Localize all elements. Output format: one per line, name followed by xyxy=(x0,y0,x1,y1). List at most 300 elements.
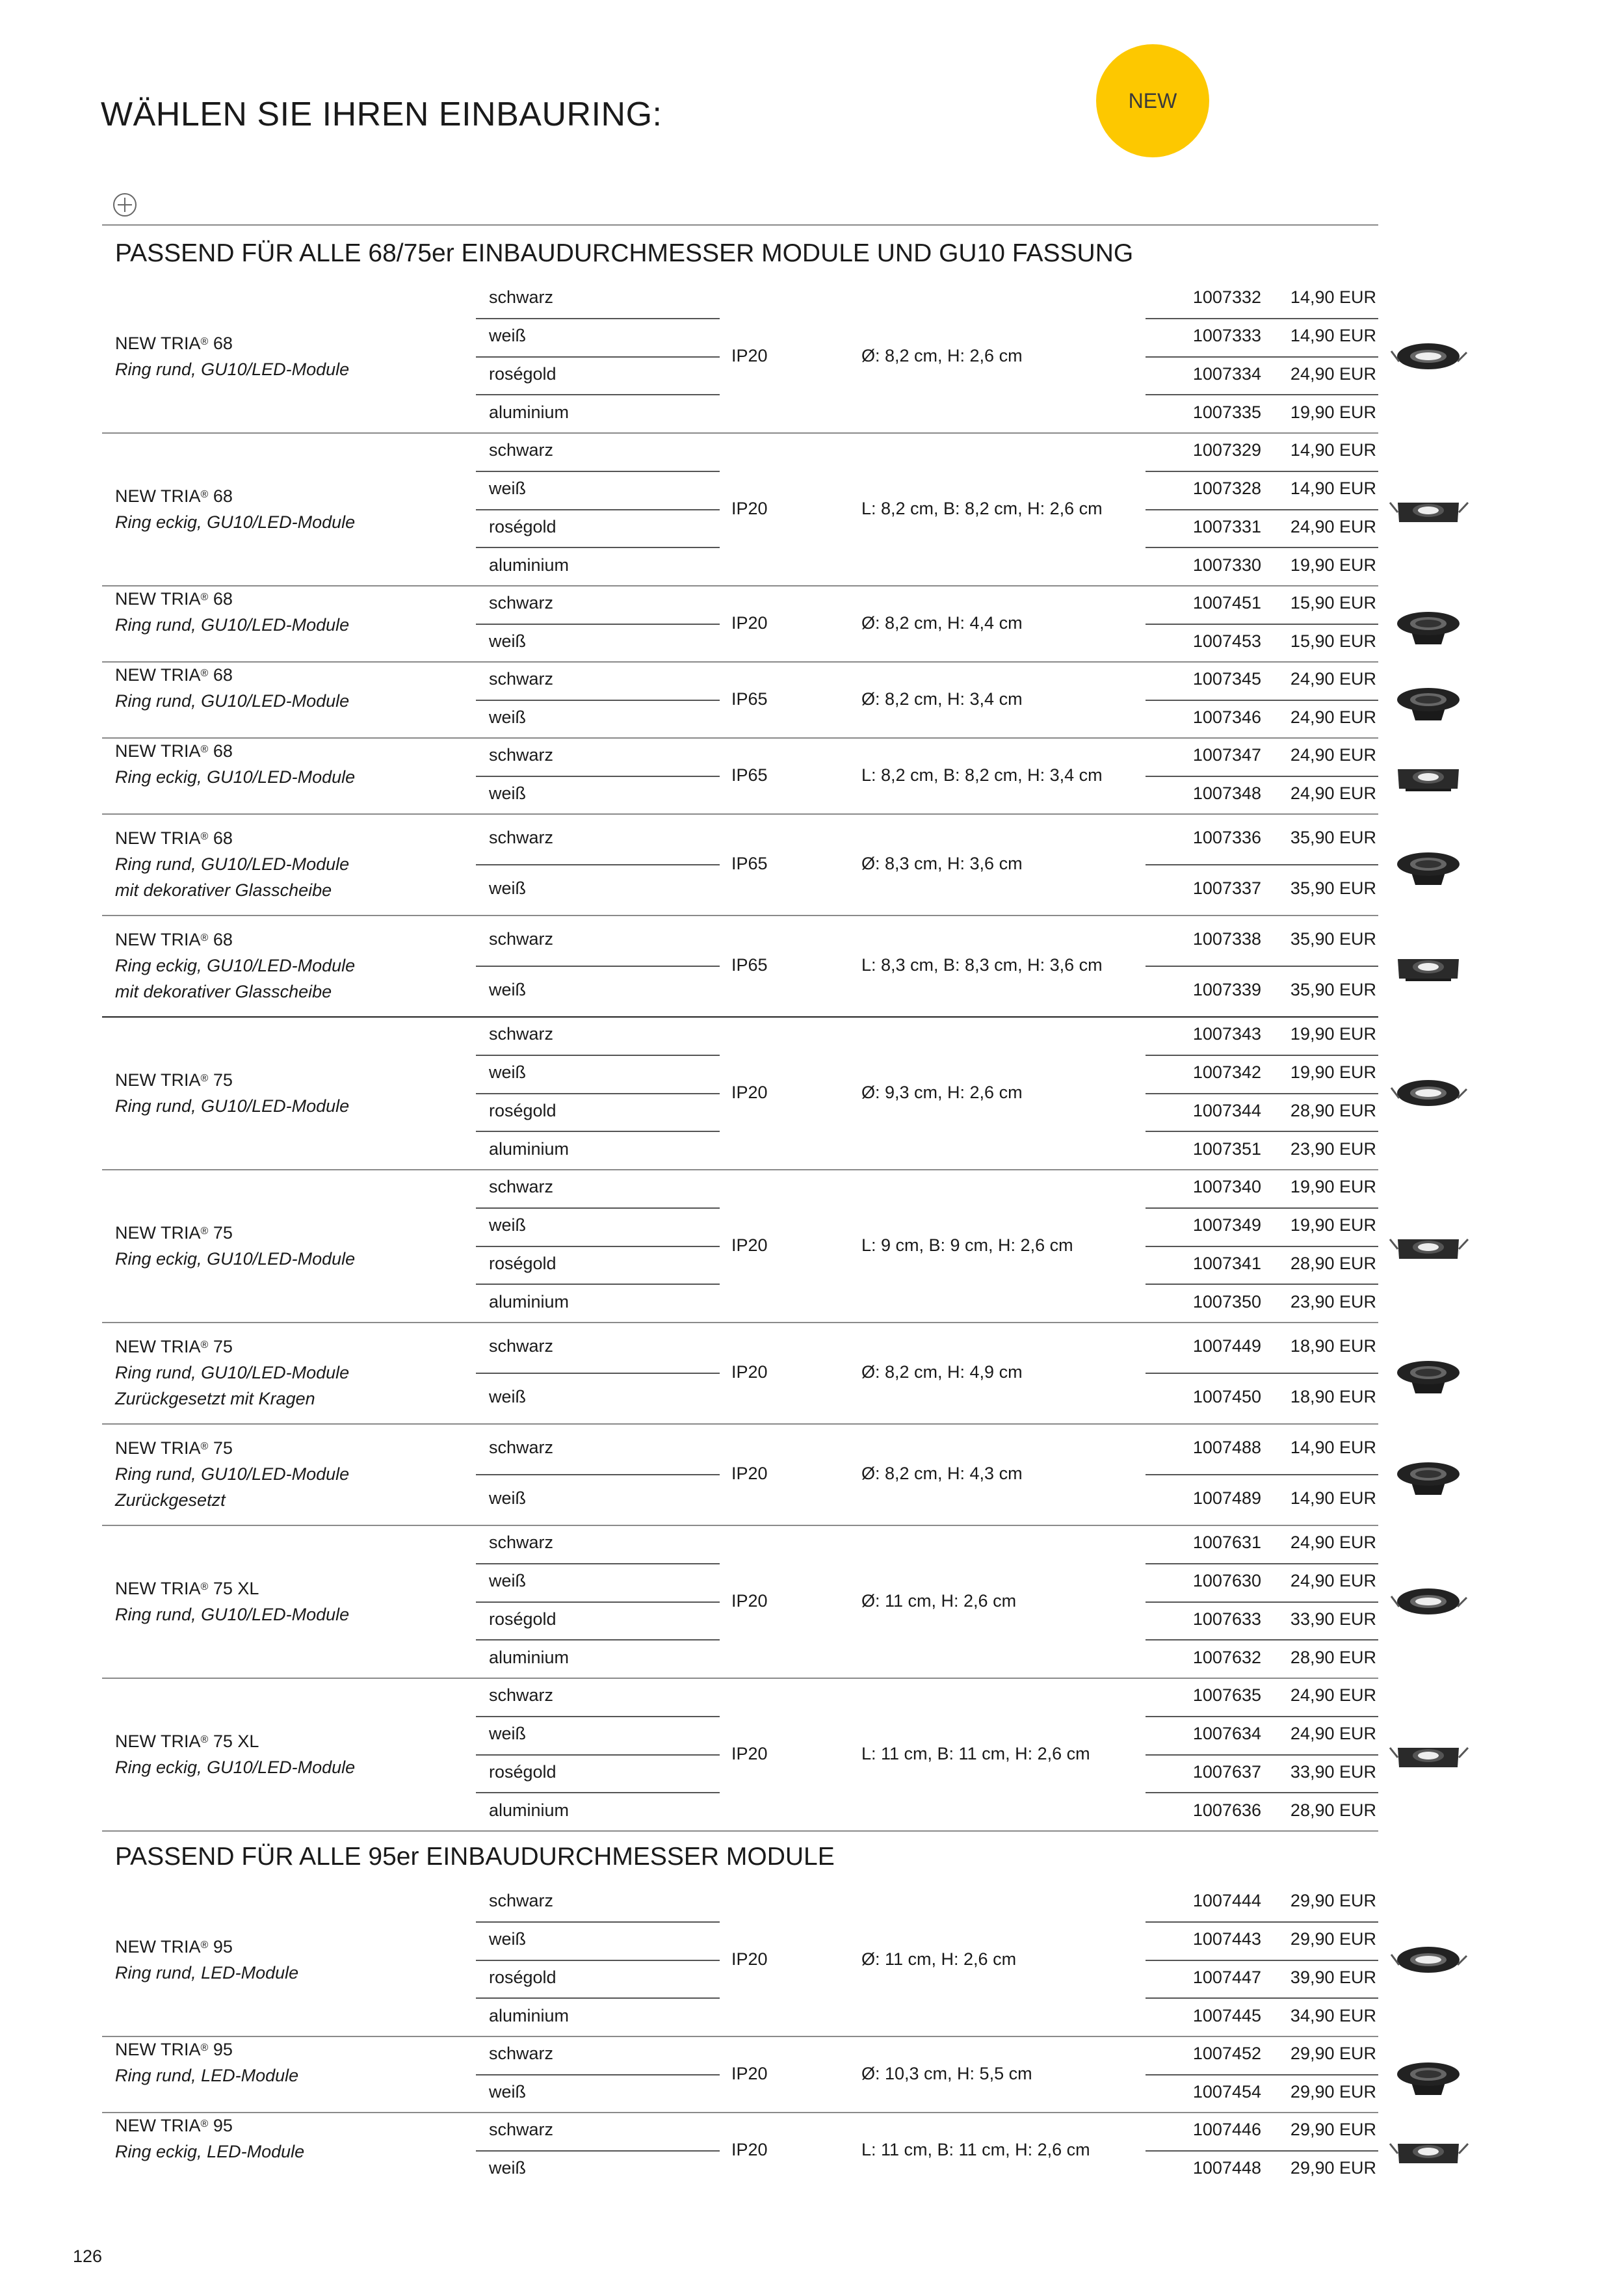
product-name xyxy=(115,1728,355,1754)
product-name-block xyxy=(115,2113,304,2165)
color-option: aluminium xyxy=(489,1139,570,1159)
product-brand: NEW TRIA xyxy=(115,828,201,848)
color-option: schwarz xyxy=(489,1438,554,1457)
price: 28,90 EUR xyxy=(1290,1648,1376,1667)
ip-rating: IP65 xyxy=(731,689,768,709)
color-option: weiß xyxy=(489,1571,527,1590)
registered-mark: ® xyxy=(200,1073,209,1084)
color-option: roségold xyxy=(489,364,557,384)
product-group xyxy=(102,1169,1378,1322)
section-bottom-divider xyxy=(102,1830,1378,1832)
header-divider xyxy=(102,224,1378,226)
product-group xyxy=(102,1423,1378,1525)
price: 23,90 EUR xyxy=(1290,1292,1376,1311)
group-divider xyxy=(102,813,1378,815)
article-number: 1007342 xyxy=(1192,1062,1261,1082)
color-row-divider xyxy=(476,1601,720,1603)
article-number: 1007633 xyxy=(1192,1609,1261,1629)
price-row-divider xyxy=(1146,1207,1378,1209)
color-option: weiß xyxy=(489,1062,527,1082)
color-option: aluminium xyxy=(489,2006,570,2025)
product-group xyxy=(102,280,1378,432)
color-option: aluminium xyxy=(489,1648,570,1667)
product-brand: NEW TRIA xyxy=(115,334,201,353)
price: 15,90 EUR xyxy=(1290,631,1376,651)
price: 28,90 EUR xyxy=(1290,1101,1376,1120)
square-ring-icon xyxy=(1386,2118,1471,2183)
article-number: 1007341 xyxy=(1192,1254,1261,1273)
product-name xyxy=(115,1334,349,1360)
price-row-divider xyxy=(1146,2074,1378,2075)
ip-rating: IP20 xyxy=(731,499,768,518)
ip-rating: IP20 xyxy=(731,613,768,633)
ip-rating: IP20 xyxy=(731,2140,768,2159)
price-row-divider xyxy=(1146,1373,1378,1374)
product-group xyxy=(102,1883,1378,2036)
registered-mark: ® xyxy=(200,489,209,500)
color-option: weiß xyxy=(489,1387,527,1406)
article-number: 1007348 xyxy=(1192,784,1261,803)
product-brand: NEW TRIA xyxy=(115,486,201,506)
color-row-divider xyxy=(476,2074,720,2075)
product-size: 68 xyxy=(213,486,233,506)
ip-rating: IP65 xyxy=(731,765,768,785)
price: 18,90 EUR xyxy=(1290,1336,1376,1356)
price-row-divider xyxy=(1146,966,1378,967)
color-row-divider xyxy=(476,509,720,510)
color-row-divider xyxy=(476,1131,720,1132)
product-size: 95 xyxy=(213,2116,233,2135)
article-number: 1007349 xyxy=(1192,1215,1261,1235)
product-description: Zurückgesetzt xyxy=(115,1490,226,1510)
dimensions: L: 9 cm, B: 9 cm, H: 2,6 cm xyxy=(861,1235,1073,1255)
price: 24,90 EUR xyxy=(1290,707,1376,727)
article-number: 1007343 xyxy=(1192,1024,1261,1044)
color-row-divider xyxy=(476,1246,720,1247)
product-name xyxy=(115,662,349,688)
price: 15,90 EUR xyxy=(1290,593,1376,613)
product-group xyxy=(102,1016,1378,1169)
product-name-block xyxy=(115,1435,349,1513)
product-name xyxy=(115,1220,355,1246)
product-name xyxy=(115,738,355,764)
article-number: 1007333 xyxy=(1192,326,1261,345)
group-divider xyxy=(102,1169,1378,1170)
product-name-block xyxy=(115,1575,349,1627)
product-name xyxy=(115,2113,304,2139)
price-row-divider xyxy=(1146,471,1378,472)
product-brand: NEW TRIA xyxy=(115,1937,201,1956)
product-group xyxy=(102,2112,1378,2188)
color-option: weiß xyxy=(489,2158,527,2178)
product-description: Ring eckig, GU10/LED-Module xyxy=(115,956,356,975)
color-row-divider xyxy=(476,318,720,319)
price: 19,90 EUR xyxy=(1290,402,1376,422)
price: 35,90 EUR xyxy=(1290,878,1376,898)
color-option: roségold xyxy=(489,1968,557,1987)
price-row-divider xyxy=(1146,1716,1378,1717)
article-number: 1007328 xyxy=(1192,479,1261,498)
article-number: 1007452 xyxy=(1192,2044,1261,2063)
product-group xyxy=(102,2036,1378,2112)
product-description: Ring eckig, GU10/LED-Module xyxy=(115,1758,356,1777)
group-divider xyxy=(102,1525,1378,1526)
article-number: 1007332 xyxy=(1192,287,1261,307)
dimensions: Ø: 9,3 cm, H: 2,6 cm xyxy=(861,1083,1023,1102)
price-row-divider xyxy=(1146,1754,1378,1756)
product-description: Ring eckig, GU10/LED-Module xyxy=(115,1249,356,1269)
dimensions: Ø: 11 cm, H: 2,6 cm xyxy=(861,1949,1017,1969)
article-number: 1007350 xyxy=(1192,1292,1261,1311)
product-name-block xyxy=(115,825,349,903)
color-row-divider xyxy=(476,1373,720,1374)
product-group xyxy=(102,915,1378,1016)
price: 19,90 EUR xyxy=(1290,1177,1376,1196)
article-number: 1007334 xyxy=(1192,364,1261,384)
product-name-block xyxy=(115,2036,298,2088)
price-row-divider xyxy=(1146,700,1378,701)
article-number: 1007488 xyxy=(1192,1438,1261,1457)
price: 35,90 EUR xyxy=(1290,828,1376,847)
product-brand: NEW TRIA xyxy=(115,589,201,609)
product-brand: NEW TRIA xyxy=(115,2116,201,2135)
product-name xyxy=(115,1934,298,1960)
color-option: schwarz xyxy=(489,1891,554,1910)
article-number: 1007630 xyxy=(1192,1571,1261,1590)
product-description: Ring rund, GU10/LED-Module xyxy=(115,1363,350,1382)
product-description: Ring rund, GU10/LED-Module xyxy=(115,691,350,711)
color-option: schwarz xyxy=(489,669,554,689)
price-row-divider xyxy=(1146,1792,1378,1793)
color-row-divider xyxy=(476,700,720,701)
square-ip65-ring-icon xyxy=(1386,743,1471,808)
product-brand: NEW TRIA xyxy=(115,1070,201,1090)
color-option: weiß xyxy=(489,980,527,999)
price: 23,90 EUR xyxy=(1290,1139,1376,1159)
color-row-divider xyxy=(476,1997,720,1999)
add-circle-icon[interactable] xyxy=(112,192,138,218)
group-divider xyxy=(102,1322,1378,1323)
color-option: weiß xyxy=(489,1929,527,1949)
product-name xyxy=(115,1575,349,1601)
price-row-divider xyxy=(1146,2150,1378,2152)
square-xl-ring-icon xyxy=(1386,1722,1471,1787)
price-row-divider xyxy=(1146,864,1378,865)
color-option: schwarz xyxy=(489,1177,554,1196)
article-number: 1007453 xyxy=(1192,631,1261,651)
color-option: weiß xyxy=(489,2082,527,2101)
product-size: 68 xyxy=(213,665,233,685)
price: 28,90 EUR xyxy=(1290,1800,1376,1820)
product-name-block xyxy=(115,586,349,638)
color-row-divider xyxy=(476,1093,720,1094)
article-number: 1007330 xyxy=(1192,555,1261,575)
price: 29,90 EUR xyxy=(1290,1929,1376,1949)
color-option: weiß xyxy=(489,631,527,651)
price: 24,90 EUR xyxy=(1290,669,1376,689)
article-number: 1007339 xyxy=(1192,980,1261,999)
group-divider xyxy=(102,1016,1378,1018)
price: 24,90 EUR xyxy=(1290,517,1376,536)
price: 24,90 EUR xyxy=(1290,745,1376,765)
registered-mark: ® xyxy=(200,1339,209,1350)
product-description: Ring rund, GU10/LED-Module xyxy=(115,1605,350,1624)
article-number: 1007444 xyxy=(1192,1891,1261,1910)
product-group xyxy=(102,661,1378,737)
square-ring-icon xyxy=(1386,1213,1471,1278)
price: 14,90 EUR xyxy=(1290,479,1376,498)
price-row-divider xyxy=(1146,624,1378,625)
price-row-divider xyxy=(1146,1246,1378,1247)
color-row-divider xyxy=(476,1960,720,1961)
article-number: 1007345 xyxy=(1192,669,1261,689)
price-row-divider xyxy=(1146,356,1378,358)
ip-rating: IP20 xyxy=(731,1083,768,1102)
color-option: weiß xyxy=(489,1215,527,1235)
price: 39,90 EUR xyxy=(1290,1968,1376,1987)
color-option: weiß xyxy=(489,326,527,345)
price: 24,90 EUR xyxy=(1290,784,1376,803)
group-divider xyxy=(102,432,1378,434)
ip-rating: IP20 xyxy=(731,346,768,365)
square-ring-icon xyxy=(1386,477,1471,542)
product-description: Ring rund, GU10/LED-Module xyxy=(115,854,350,874)
product-name-block xyxy=(115,483,355,535)
color-row-divider xyxy=(476,1207,720,1209)
registered-mark: ® xyxy=(200,831,209,842)
color-row-divider xyxy=(476,1474,720,1475)
price-row-divider xyxy=(1146,1960,1378,1961)
product-name-block xyxy=(115,662,349,714)
dimensions: L: 8,2 cm, B: 8,2 cm, H: 3,4 cm xyxy=(861,765,1103,785)
price-row-divider xyxy=(1146,547,1378,548)
price-row-divider xyxy=(1146,1131,1378,1132)
color-row-divider xyxy=(476,1284,720,1285)
product-size: 75 XL xyxy=(213,1579,259,1598)
product-size: 68 xyxy=(213,589,233,609)
dimensions: L: 11 cm, B: 11 cm, H: 2,6 cm xyxy=(861,2140,1090,2159)
ip-rating: IP20 xyxy=(731,1362,768,1382)
product-description: Ring eckig, GU10/LED-Module xyxy=(115,512,356,532)
price-row-divider xyxy=(1146,1093,1378,1094)
registered-mark: ® xyxy=(200,668,209,679)
color-option: weiß xyxy=(489,1724,527,1743)
price-row-divider xyxy=(1146,1639,1378,1640)
dimensions: L: 11 cm, B: 11 cm, H: 2,6 cm xyxy=(861,1744,1090,1763)
group-divider xyxy=(102,1678,1378,1679)
section-heading: PASSEND FÜR ALLE 68/75er EINBAUDURCHMESSER MODULE UND GU10 FASSUNG xyxy=(115,239,1134,267)
price: 24,90 EUR xyxy=(1290,1685,1376,1705)
color-option: roségold xyxy=(489,517,557,536)
color-row-divider xyxy=(476,776,720,777)
dimensions: Ø: 8,2 cm, H: 3,4 cm xyxy=(861,689,1023,709)
round-glass-ring-icon xyxy=(1386,832,1471,897)
product-name-block xyxy=(115,1334,349,1412)
price-row-divider xyxy=(1146,1921,1378,1923)
article-number: 1007454 xyxy=(1192,2082,1261,2101)
color-option: schwarz xyxy=(489,2044,554,2063)
ip-rating: IP20 xyxy=(731,1744,768,1763)
product-name xyxy=(115,825,349,851)
color-option: weiß xyxy=(489,878,527,898)
article-number: 1007447 xyxy=(1192,1968,1261,1987)
round-deep-ring-icon xyxy=(1386,2042,1471,2107)
price: 24,90 EUR xyxy=(1290,1724,1376,1743)
color-option: aluminium xyxy=(489,1800,570,1820)
product-description: Ring rund, GU10/LED-Module xyxy=(115,1464,350,1484)
registered-mark: ® xyxy=(200,1581,209,1592)
article-number: 1007634 xyxy=(1192,1724,1261,1743)
ip-rating: IP20 xyxy=(731,2064,768,2083)
article-number: 1007337 xyxy=(1192,878,1261,898)
product-name-block xyxy=(115,330,349,382)
product-name xyxy=(115,330,349,356)
product-brand: NEW TRIA xyxy=(115,741,201,761)
color-row-divider xyxy=(476,1792,720,1793)
new-badge: NEW xyxy=(1096,44,1209,157)
article-number: 1007448 xyxy=(1192,2158,1261,2178)
price-row-divider xyxy=(1146,1055,1378,1056)
color-row-divider xyxy=(476,2150,720,2152)
price: 19,90 EUR xyxy=(1290,555,1376,575)
color-option: aluminium xyxy=(489,1292,570,1311)
product-name-block xyxy=(115,1067,349,1119)
product-name xyxy=(115,2036,298,2062)
dimensions: Ø: 8,2 cm, H: 4,4 cm xyxy=(861,613,1023,633)
price: 29,90 EUR xyxy=(1290,1891,1376,1910)
article-number: 1007636 xyxy=(1192,1800,1261,1820)
color-row-divider xyxy=(476,1754,720,1756)
ip-rating: IP65 xyxy=(731,854,768,873)
product-group xyxy=(102,813,1378,915)
price: 29,90 EUR xyxy=(1290,2158,1376,2178)
registered-mark: ® xyxy=(200,1226,209,1237)
price: 14,90 EUR xyxy=(1290,1488,1376,1508)
color-row-divider xyxy=(476,966,720,967)
registered-mark: ® xyxy=(200,2042,209,2053)
product-description: Ring eckig, LED-Module xyxy=(115,2142,305,2161)
price: 14,90 EUR xyxy=(1290,326,1376,345)
color-option: schwarz xyxy=(489,745,554,765)
price: 35,90 EUR xyxy=(1290,929,1376,949)
round-recessed-collar-ring-icon xyxy=(1386,1340,1471,1405)
color-option: weiß xyxy=(489,1488,527,1508)
product-size: 68 xyxy=(213,930,233,949)
dimensions: Ø: 8,2 cm, H: 2,6 cm xyxy=(861,346,1023,365)
price: 24,90 EUR xyxy=(1290,1533,1376,1552)
price: 14,90 EUR xyxy=(1290,440,1376,460)
color-option: aluminium xyxy=(489,555,570,575)
round-ring-icon xyxy=(1386,1060,1471,1126)
product-size: 95 xyxy=(213,2040,233,2059)
ip-rating: IP20 xyxy=(731,1591,768,1611)
price: 19,90 EUR xyxy=(1290,1062,1376,1082)
page-title: WÄHLEN SIE IHREN EINBAURING: xyxy=(101,96,662,133)
price-row-divider xyxy=(1146,776,1378,777)
square-glass-ring-icon xyxy=(1386,933,1471,998)
round-recessed-ring-icon xyxy=(1386,1442,1471,1507)
price: 14,90 EUR xyxy=(1290,1438,1376,1457)
price-row-divider xyxy=(1146,1997,1378,1999)
color-row-divider xyxy=(476,1921,720,1923)
product-brand: NEW TRIA xyxy=(115,1438,201,1458)
product-name-block xyxy=(115,927,355,1005)
product-group xyxy=(102,432,1378,585)
article-number: 1007329 xyxy=(1192,440,1261,460)
product-brand: NEW TRIA xyxy=(115,2040,201,2059)
article-number: 1007631 xyxy=(1192,1533,1261,1552)
color-row-divider xyxy=(476,471,720,472)
color-option: schwarz xyxy=(489,1533,554,1552)
article-number: 1007346 xyxy=(1192,707,1261,727)
product-description: Ring rund, GU10/LED-Module xyxy=(115,360,350,379)
color-option: schwarz xyxy=(489,1685,554,1705)
product-description: Zurückgesetzt mit Kragen xyxy=(115,1389,315,1408)
color-option: roségold xyxy=(489,1609,557,1629)
registered-mark: ® xyxy=(200,744,209,755)
color-option: schwarz xyxy=(489,929,554,949)
ip-rating: IP65 xyxy=(731,955,768,975)
dimensions: Ø: 10,3 cm, H: 5,5 cm xyxy=(861,2064,1032,2083)
round-xl-ring-icon xyxy=(1386,1569,1471,1634)
color-option: schwarz xyxy=(489,593,554,613)
price: 35,90 EUR xyxy=(1290,980,1376,999)
registered-mark: ® xyxy=(200,336,209,347)
product-size: 68 xyxy=(213,828,233,848)
color-row-divider xyxy=(476,864,720,865)
product-group xyxy=(102,1525,1378,1678)
product-name-block xyxy=(115,1728,355,1780)
color-row-divider xyxy=(476,1639,720,1640)
price: 18,90 EUR xyxy=(1290,1387,1376,1406)
product-group xyxy=(102,585,1378,661)
color-option: weiß xyxy=(489,707,527,727)
ip-rating: IP20 xyxy=(731,1949,768,1969)
price: 19,90 EUR xyxy=(1290,1024,1376,1044)
product-brand: NEW TRIA xyxy=(115,1579,201,1598)
article-number: 1007450 xyxy=(1192,1387,1261,1406)
registered-mark: ® xyxy=(200,592,209,603)
group-divider xyxy=(102,915,1378,916)
color-row-divider xyxy=(476,547,720,548)
color-option: weiß xyxy=(489,479,527,498)
price-row-divider xyxy=(1146,1601,1378,1603)
article-number: 1007443 xyxy=(1192,1929,1261,1949)
price-row-divider xyxy=(1146,1474,1378,1475)
color-row-divider xyxy=(476,356,720,358)
round-ring-icon xyxy=(1386,324,1471,389)
product-group xyxy=(102,1322,1378,1423)
dimensions: Ø: 8,3 cm, H: 3,6 cm xyxy=(861,854,1023,873)
article-number: 1007451 xyxy=(1192,593,1261,613)
product-name-block xyxy=(115,1220,355,1272)
product-name xyxy=(115,1067,349,1093)
registered-mark: ® xyxy=(200,932,209,943)
product-size: 68 xyxy=(213,334,233,353)
product-name xyxy=(115,927,355,953)
dimensions: L: 8,3 cm, B: 8,3 cm, H: 3,6 cm xyxy=(861,955,1103,975)
color-option: roségold xyxy=(489,1254,557,1273)
color-row-divider xyxy=(476,624,720,625)
dimensions: Ø: 8,2 cm, H: 4,9 cm xyxy=(861,1362,1023,1382)
round-deep-ring-icon xyxy=(1386,591,1471,656)
color-option: roségold xyxy=(489,1762,557,1782)
color-row-divider xyxy=(476,394,720,395)
registered-mark: ® xyxy=(200,1940,209,1951)
product-brand: NEW TRIA xyxy=(115,1337,201,1356)
price-row-divider xyxy=(1146,1284,1378,1285)
product-size: 75 xyxy=(213,1438,233,1458)
